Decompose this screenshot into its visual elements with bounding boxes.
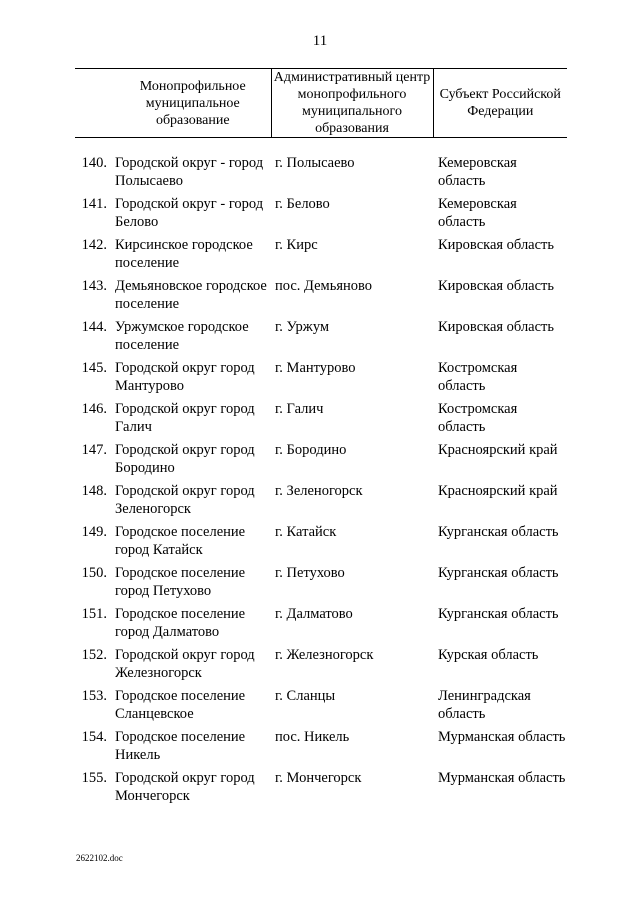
federal-subject: Кировская область: [438, 237, 555, 253]
table-body: [75, 138, 567, 811]
municipalities-table: [75, 68, 567, 810]
admin-center: г. Мантурово: [275, 360, 356, 376]
row-number: 141.: [81, 196, 107, 212]
federal-subject: Костромская область: [438, 401, 518, 435]
municipality-name: Городской округ город Мантурово: [115, 360, 255, 394]
document-code: 2622102.doc: [76, 853, 123, 863]
federal-subject: Кировская область: [438, 278, 555, 294]
table-row: [75, 523, 567, 564]
row-number: 154.: [81, 729, 107, 745]
table-row: [75, 564, 567, 605]
table-row: [75, 441, 567, 482]
federal-subject: Кемеровская область: [438, 155, 517, 189]
row-number: 142.: [81, 237, 107, 253]
federal-subject: Курганская область: [438, 565, 559, 581]
federal-subject: Курганская область: [438, 606, 559, 622]
table-row: [75, 646, 567, 687]
row-number: 145.: [81, 360, 107, 376]
admin-center: пос. Никель: [275, 729, 350, 745]
table-row: [75, 605, 567, 646]
admin-center: г. Бородино: [275, 442, 347, 458]
table-row: [75, 195, 567, 236]
row-number: 155.: [81, 770, 107, 786]
municipality-name: Городской округ город Галич: [115, 401, 255, 435]
row-number: 153.: [81, 688, 107, 704]
admin-center: г. Галич: [275, 401, 324, 417]
federal-subject: Костромская область: [438, 360, 518, 394]
municipality-name: Городской округ - город Белово: [115, 196, 264, 230]
table-row: [75, 154, 567, 195]
municipality-name: Городское поселение Сланцевское: [115, 688, 246, 722]
admin-center: пос. Демьяново: [275, 278, 373, 294]
header-spacer: [75, 138, 567, 155]
municipality-name: Городской округ город Бородино: [115, 442, 255, 476]
admin-center: г. Сланцы: [275, 688, 336, 704]
municipality-name: Городское поселение город Далматово: [115, 606, 246, 640]
table-row: [75, 277, 567, 318]
federal-subject: Курганская область: [438, 524, 559, 540]
table-row: [75, 482, 567, 523]
federal-subject: Мурманская область: [438, 729, 566, 745]
federal-subject: Ленинградская область: [438, 688, 531, 722]
municipality-name: Городской округ - город Полысаево: [115, 155, 264, 189]
page-number: 11: [312, 33, 328, 49]
admin-center: г. Петухово: [275, 565, 345, 581]
admin-center: г. Полысаево: [275, 155, 355, 171]
row-number: 146.: [81, 401, 107, 417]
municipality-name: Городское поселение город Петухово: [115, 565, 246, 599]
municipality-name: Уржумское городское поселение: [115, 319, 249, 353]
admin-center: г. Уржум: [275, 319, 330, 335]
admin-center: г. Катайск: [275, 524, 337, 540]
admin-center: г. Зеленогорск: [275, 483, 363, 499]
municipality-name: Городское поселение город Катайск: [115, 524, 246, 558]
row-number: 148.: [81, 483, 107, 499]
federal-subject: Кемеровская область: [438, 196, 517, 230]
table-row: [75, 728, 567, 769]
admin-center: г. Мончегорск: [275, 770, 362, 786]
municipality-name: Городское поселение Никель: [115, 729, 246, 763]
federal-subject: Курская область: [438, 647, 539, 663]
table-row: [75, 769, 567, 810]
table-row: [75, 687, 567, 728]
admin-center: г. Далматово: [275, 606, 353, 622]
row-number: 152.: [81, 647, 107, 663]
admin-center: г. Белово: [275, 196, 330, 212]
row-number: 149.: [81, 524, 107, 540]
municipality-name: Городской округ город Мончегорск: [115, 770, 255, 804]
federal-subject: Красноярский край: [438, 483, 558, 499]
header-number-column: [75, 69, 115, 138]
municipality-name: Городской округ город Железногорск: [115, 647, 255, 681]
row-number: 144.: [81, 319, 107, 335]
row-number: 150.: [81, 565, 107, 581]
federal-subject: Мурманская область: [438, 770, 566, 786]
table-row: [75, 400, 567, 441]
municipality-name: Городской округ город Зеленогорск: [115, 483, 255, 517]
table-row: [75, 318, 567, 359]
header-admin-center: Административный центр монопрофильного муниципального образования: [271, 69, 433, 138]
table-row: [75, 359, 567, 400]
federal-subject: Кировская область: [438, 319, 555, 335]
header-municipality: Монопрофильное муниципальное образование: [115, 69, 271, 138]
municipality-name: Кирсинское городское поселение: [115, 237, 253, 271]
admin-center: г. Кирс: [275, 237, 318, 253]
row-number: 151.: [81, 606, 107, 622]
federal-subject: Красноярский край: [438, 442, 558, 458]
table-header-row: [75, 69, 567, 138]
table-row: [75, 236, 567, 277]
row-number: 147.: [81, 442, 107, 458]
header-federal-subject: Субъект Российской Федерации: [433, 69, 567, 138]
row-number: 143.: [81, 278, 107, 294]
admin-center: г. Железногорск: [275, 647, 374, 663]
municipality-name: Демьяновское городское поселение: [115, 278, 267, 312]
row-number: 140.: [81, 155, 107, 171]
